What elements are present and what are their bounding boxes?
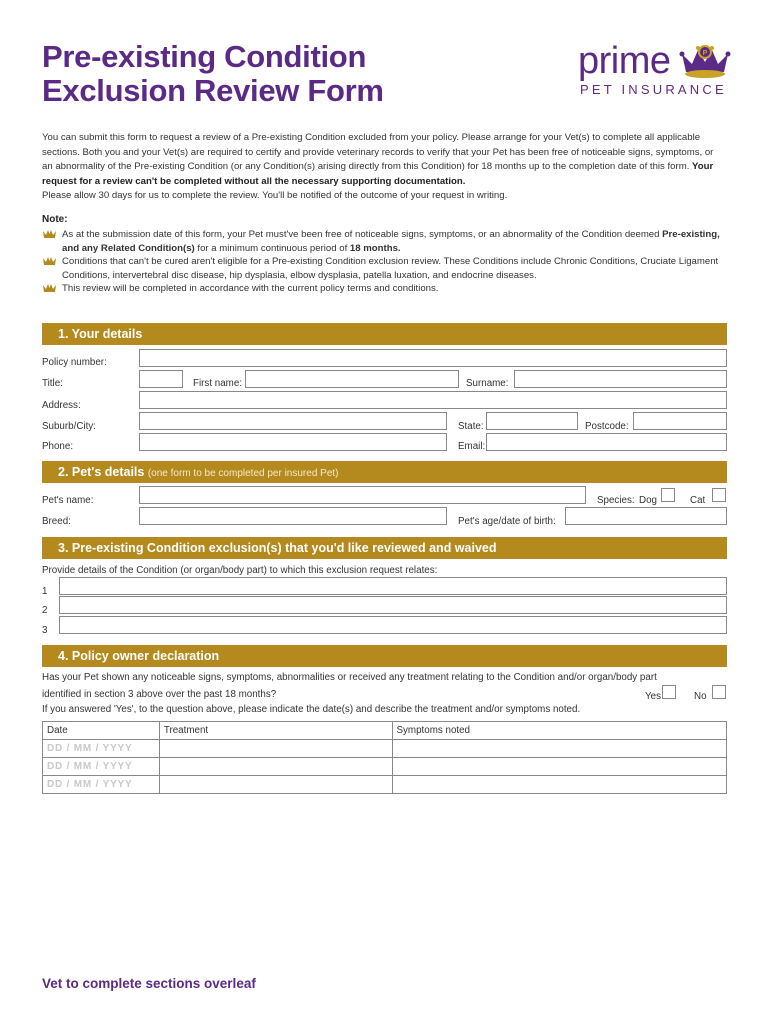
section-1-header: 1. Your details [42,323,727,345]
section-4-header: 4. Policy owner declaration [42,645,727,667]
surname-input[interactable] [514,370,727,388]
section-2-subtitle: (one form to be completed per insured Pet) [147,468,339,479]
condition-2-input[interactable] [59,596,727,614]
cat-checkbox[interactable] [712,488,726,502]
address-label: Address: [42,400,81,411]
dog-checkbox[interactable] [661,488,675,502]
note-item-2: Conditions that can't be cured aren't eligible for a Pre-existing Condition exclusion review. These Conditions include Chronic Conditions, Cruciate Ligament Conditions, intervertebral disc disease, hip dysplasia, elbow dysplasia, patella luxation, and endocrine diseases. [42,255,722,282]
condition-row-3-label: 3 [42,625,48,636]
state-input[interactable] [486,412,578,430]
species-label: Species: [597,495,635,506]
yes-checkbox[interactable] [662,685,676,699]
title-input[interactable] [139,370,183,388]
suburb-label: Suburb/City: [42,421,96,432]
cat-label: Cat [690,495,706,506]
symptoms-cell[interactable] [392,740,727,758]
treatment-cell[interactable] [159,776,392,794]
intro-allow-30-days: Please allow 30 days for us to complete the review. You'll be notified of the outcome of your request in writing. [42,190,508,202]
surname-label: Surname: [466,378,509,389]
policy-number-label: Policy number: [42,357,107,368]
treatment-cell[interactable] [159,758,392,776]
date-column-header: Date [43,722,160,740]
title-label: Title: [42,378,63,389]
intro-text [42,131,722,204]
crown-bullet-icon [43,229,56,239]
postcode-input[interactable] [633,412,727,430]
symptoms-cell[interactable] [392,776,727,794]
suburb-input[interactable] [139,412,447,430]
intro-bold-warning: Your request for a review can't be completed without all the necessary supporting documentation. [42,161,714,187]
note-item-3: This review will be completed in accordance with the current policy terms and conditions. [42,282,722,296]
treatment-cell[interactable] [159,740,392,758]
table-row [43,758,727,776]
title-line-1: Pre-existing Condition [42,39,367,74]
symptoms-column-header: Symptoms noted [392,722,727,740]
crown-icon [678,40,732,80]
section-3-header: 3. Pre-existing Condition exclusion(s) that you'd like reviewed and waived [42,537,727,559]
page-title [42,40,384,108]
first-name-label: First name: [193,378,242,389]
email-input[interactable] [486,433,727,451]
pet-name-label: Pet's name: [42,495,94,506]
declaration-question-line-2: identified in section 3 above over the past 18 months? [42,689,277,700]
crown-bullet-icon [43,256,56,266]
pet-age-input[interactable] [565,507,727,525]
no-label: No [694,691,707,702]
state-label: State: [458,421,484,432]
postcode-label: Postcode: [585,421,629,432]
policy-number-input[interactable] [139,349,727,367]
symptoms-cell[interactable] [392,758,727,776]
first-name-input[interactable] [245,370,459,388]
footer-note: Vet to complete sections overleaf [42,976,256,991]
note-item-1: As at the submission date of this form, your Pet must've been free of noticeable signs, symptoms, or an abnormality of the Condition deemed Pre-existing, and any Related Condition(s) for a minimum continuous period of 18 months. [42,228,722,255]
condition-row-1-label: 1 [42,586,48,597]
table-header-row [43,722,727,740]
logo-word: prime [578,40,671,82]
condition-1-input[interactable] [59,577,727,595]
note-list [42,228,722,296]
treatment-table [42,721,727,794]
email-label: Email: [458,441,486,452]
yes-label: Yes [645,691,661,702]
breed-label: Breed: [42,516,71,527]
section-2-title: 2. Pet's details [58,465,145,479]
phone-label: Phone: [42,441,74,452]
declaration-followup: If you answered 'Yes', to the question above, please indicate the date(s) and describe the treatment and/or symptoms noted. [42,704,581,715]
table-row [43,740,727,758]
crown-bullet-icon [43,283,56,293]
date-cell[interactable]: DD / MM / YYYY [43,776,160,794]
dog-label: Dog [639,495,657,506]
pet-age-label: Pet's age/date of birth: [458,516,556,527]
declaration-question-line-1: Has your Pet shown any noticeable signs, symptoms, abnormalities or received any treatment relating to the Condition and/or organ/body part [42,672,657,683]
prime-logo [574,38,734,100]
section-2-header [42,461,727,483]
note-heading: Note: [42,214,68,225]
treatment-column-header: Treatment [159,722,392,740]
section-3-instruction: Provide details of the Condition (or organ/body part) to which this exclusion request relates: [42,565,438,576]
breed-input[interactable] [139,507,447,525]
condition-row-2-label: 2 [42,605,48,616]
date-cell[interactable]: DD / MM / YYYY [43,740,160,758]
title-line-2: Exclusion Review Form [42,73,384,108]
table-row [43,776,727,794]
svg-text:P: P [702,50,708,57]
pet-name-input[interactable] [139,486,586,504]
condition-3-input[interactable] [59,616,727,634]
intro-paragraph: You can submit this form to request a review of a Pre-existing Condition excluded from your policy. Please arrange for your Vet(s) to complete all applicable sections. Both you and your Vet(s) are required to certify and provide veterinary records to verify that your Pet has been free of noticeable signs, symptoms, or an abnormality of the Pre-existing Condition (or any Condition(s) arising directly from this Condition) for 18 months up to the completion date of this form. [42,132,714,173]
date-cell[interactable]: DD / MM / YYYY [43,758,160,776]
address-input[interactable] [139,391,727,409]
no-checkbox[interactable] [712,685,726,699]
logo-subtitle: PET INSURANCE [580,82,727,97]
phone-input[interactable] [139,433,447,451]
